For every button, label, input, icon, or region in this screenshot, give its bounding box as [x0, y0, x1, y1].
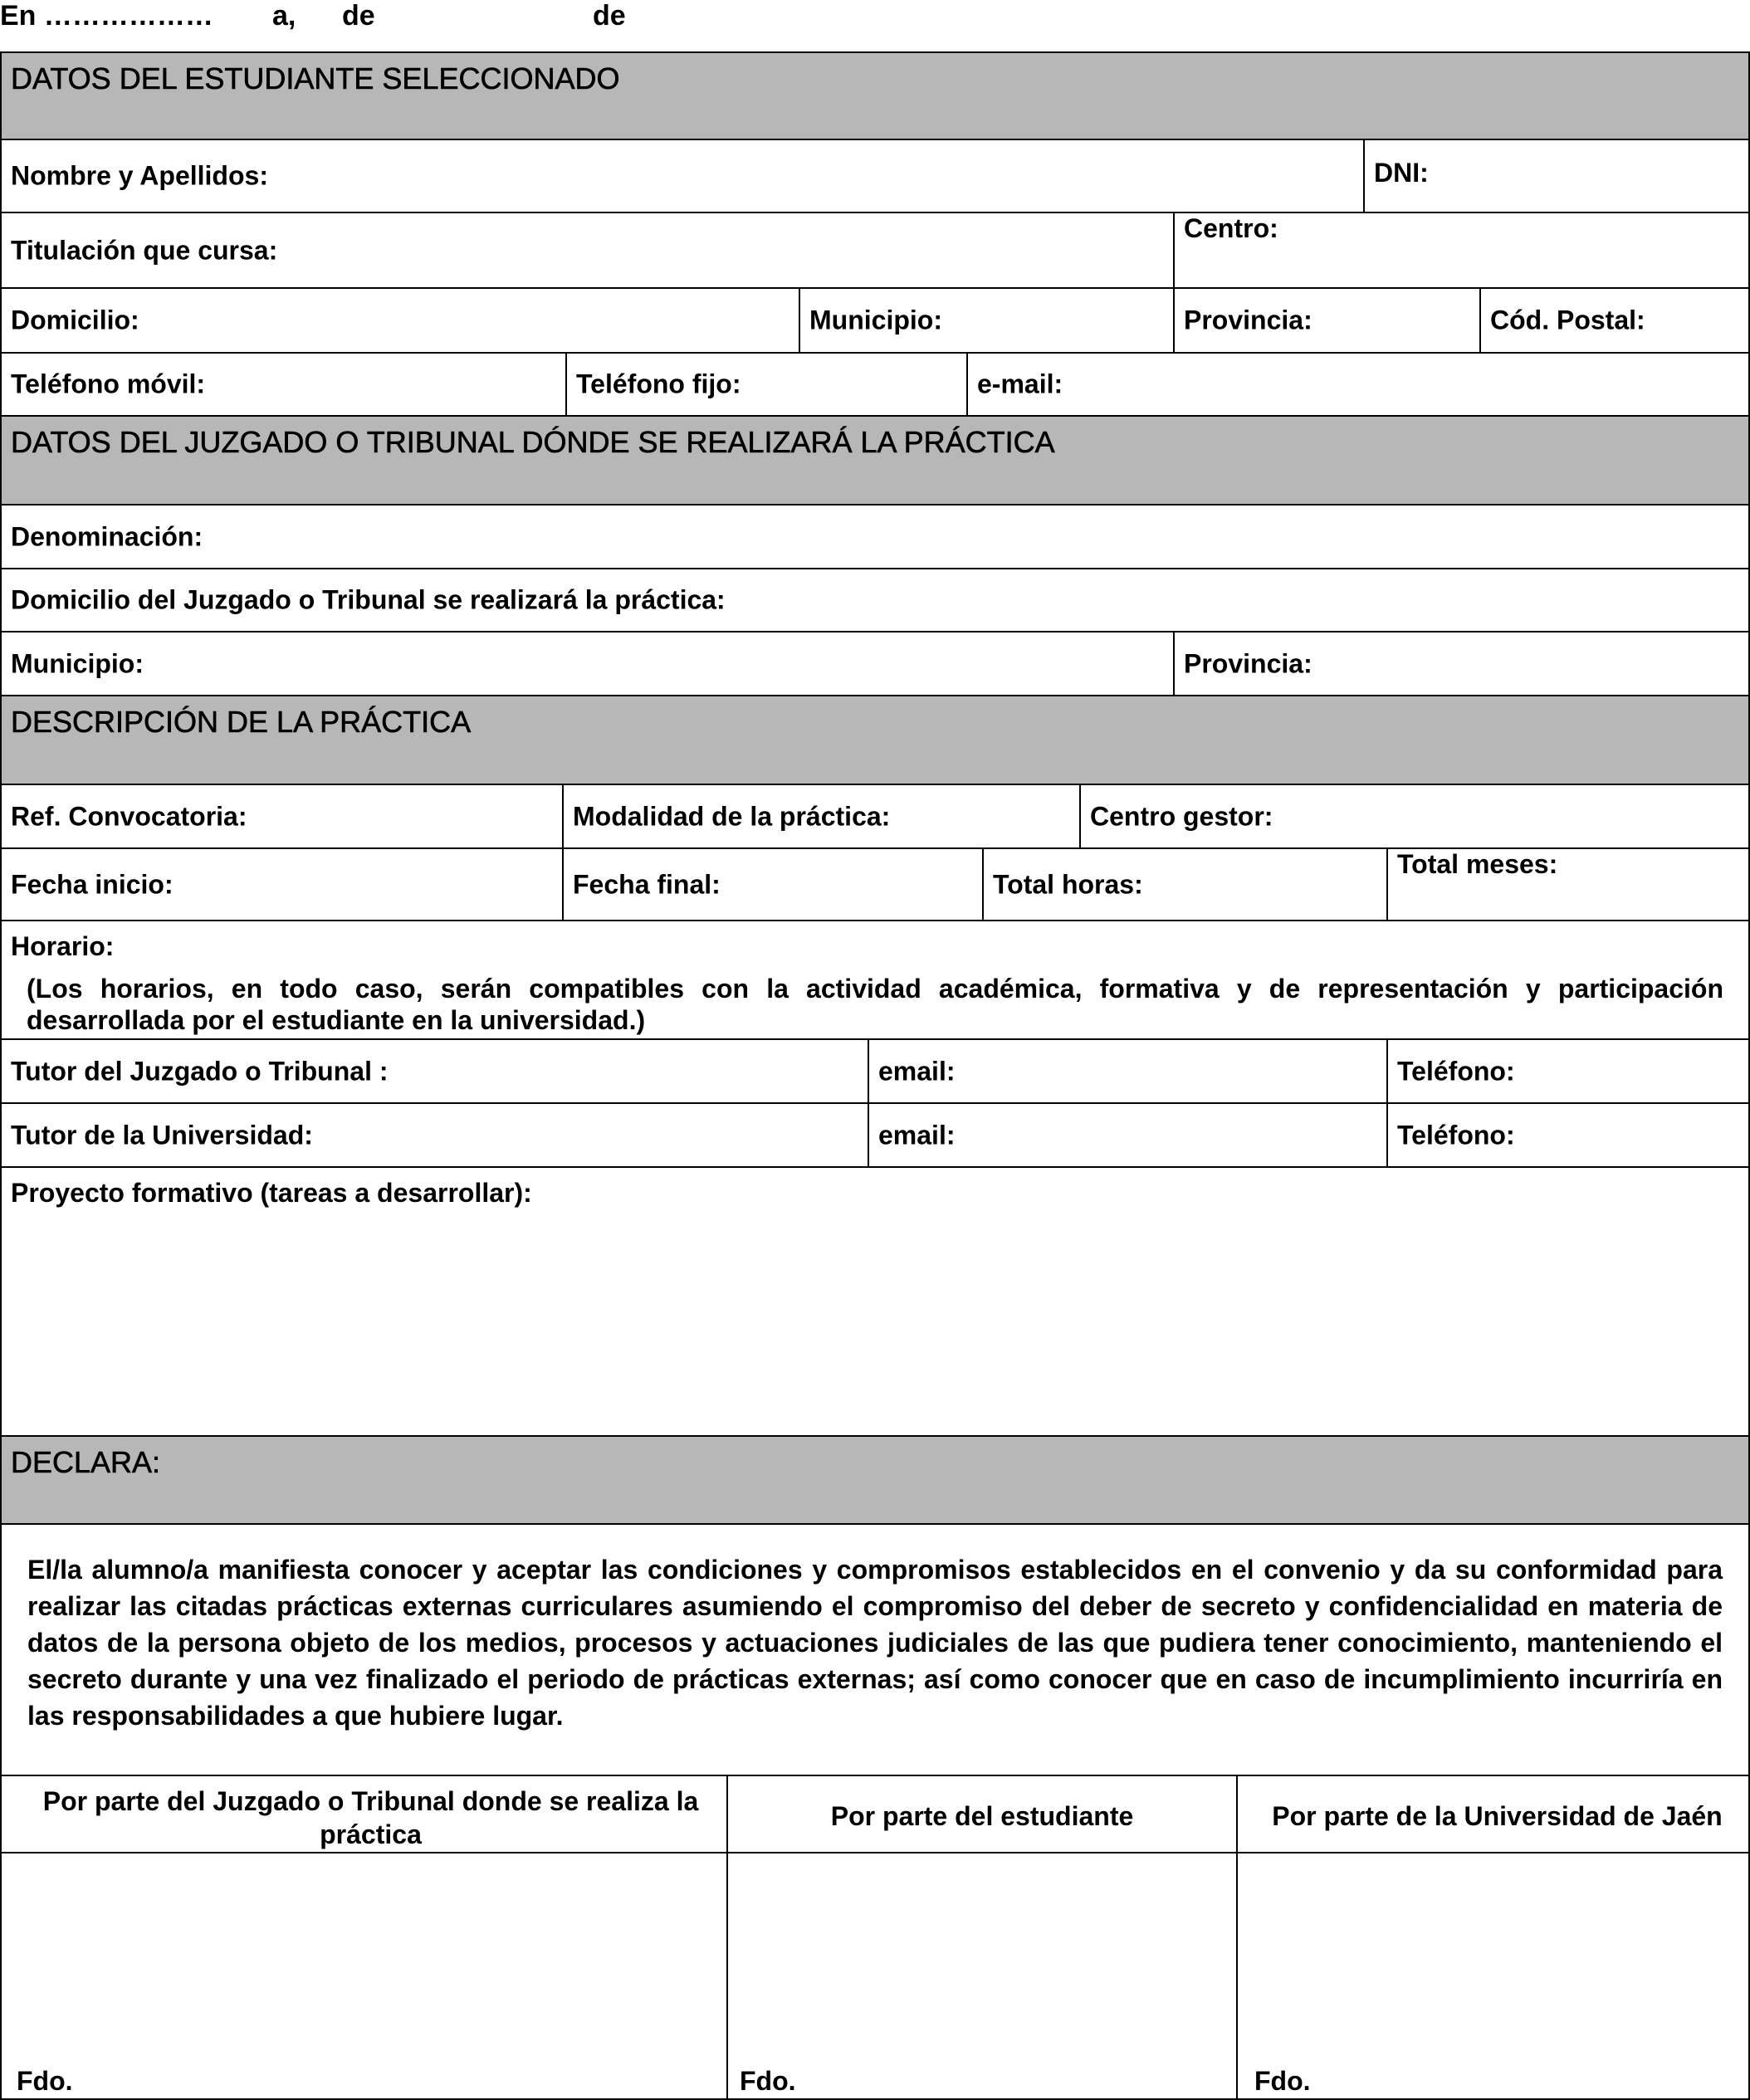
signature-header-estudiante [726, 1775, 1238, 1853]
field-tutor-juzgado-email[interactable] [868, 1038, 1388, 1104]
field-cod-postal[interactable] [1479, 287, 1750, 354]
section-title: DATOS DEL JUZGADO O TRIBUNAL DÓNDE SE REALIZARÁ LA PRÁCTICA [11, 425, 1055, 459]
field-court-domicilio[interactable] [0, 568, 1750, 632]
field-total-meses[interactable] [1386, 847, 1750, 921]
section-title: DATOS DEL ESTUDIANTE SELECCIONADO [11, 61, 620, 95]
section-title: DESCRIPCIÓN DE LA PRÁCTICA [11, 705, 472, 739]
field-label: Horario: [11, 931, 115, 961]
field-label: Fecha final: [573, 869, 721, 899]
signature-box-juzgado[interactable] [0, 1852, 728, 2100]
field-label: Total horas: [993, 869, 1143, 899]
date-de-2: de [593, 0, 626, 32]
field-label: Total meses: [1397, 849, 1558, 879]
field-label: Centro gestor: [1090, 801, 1273, 831]
field-label: Teléfono móvil: [11, 369, 206, 399]
field-court-provincia[interactable] [1173, 631, 1750, 696]
field-tutor-juzgado-telefono[interactable] [1386, 1038, 1750, 1104]
field-label: email: [878, 1056, 956, 1086]
field-label: Proyecto formativo (tareas a desarrollar): [11, 1178, 532, 1208]
field-total-horas[interactable] [982, 847, 1388, 921]
field-label: Municipio: [809, 305, 942, 335]
field-horario[interactable] [0, 920, 1750, 1040]
declaration-box [0, 1523, 1750, 1776]
field-label: Teléfono fijo: [576, 369, 741, 399]
signature-header-label: Por parte del estudiante [830, 1801, 1134, 1831]
signature-header-juzgado [0, 1775, 728, 1853]
field-modalidad[interactable] [562, 784, 1081, 849]
field-centro[interactable] [1173, 212, 1750, 289]
signature-header-universidad [1236, 1775, 1750, 1853]
field-tutor-juzgado[interactable] [0, 1038, 869, 1104]
signature-box-universidad[interactable] [1236, 1852, 1750, 2100]
section-header-practice [0, 695, 1750, 785]
fdo-label: Fdo. [1254, 2066, 1311, 2096]
field-label: Nombre y Apellidos: [11, 160, 268, 191]
field-ref-convocatoria[interactable] [0, 784, 564, 849]
field-label: Municipio: [11, 648, 144, 678]
field-label: Provincia: [1184, 648, 1312, 678]
field-nombre[interactable] [0, 139, 1365, 213]
field-label: Titulación que cursa: [11, 235, 278, 265]
section-header-student [0, 51, 1750, 140]
field-tutor-univ-email[interactable] [868, 1102, 1388, 1168]
field-label: Ref. Convocatoria: [11, 801, 247, 831]
fdo-label: Fdo. [740, 2066, 796, 2096]
section-header-declara [0, 1435, 1750, 1525]
date-a: a, [272, 0, 296, 32]
field-label: Fecha inicio: [11, 869, 174, 899]
field-label: Cód. Postal: [1490, 305, 1645, 335]
date-de-1: de [342, 0, 375, 32]
field-label: Tutor del Juzgado o Tribunal : [11, 1056, 389, 1086]
field-municipio[interactable] [799, 287, 1175, 354]
section-title: DECLARA: [11, 1445, 161, 1479]
field-label: Domicilio del Juzgado o Tribunal se realizará la práctica: [11, 584, 726, 615]
declaration-text: El/la alumno/a manifiesta conocer y aceptar las condiciones y compromisos establecidos en el convenio y da su conformidad para realizar las citadas prácticas externas curriculares asumiendo el compromiso del deber de secreto y confidencialidad en materia de datos de la persona objeto de los medios, procesos y actuaciones judiciales de las que pudiera tener conocimiento, manteniendo el secreto durante y una vez finalizado el periodo de prácticas externas; así como conocer que en caso de incumplimiento incurriría en las responsabilidades a que hubiere lugar. [27, 1555, 1723, 1731]
field-tel-movil[interactable] [0, 352, 567, 417]
field-tel-fijo[interactable] [565, 352, 968, 417]
field-denominacion[interactable] [0, 504, 1750, 569]
field-titulacion[interactable] [0, 212, 1175, 289]
signature-header-label: Por parte del Juzgado o Tribunal donde se realiza la práctica [42, 1786, 699, 1849]
field-tutor-univ-telefono[interactable] [1386, 1102, 1750, 1168]
field-fecha-final[interactable] [562, 847, 984, 921]
field-email[interactable] [966, 352, 1750, 417]
field-label: Domicilio: [11, 305, 139, 335]
field-label: Tutor de la Universidad: [11, 1120, 313, 1150]
field-proyecto-formativo[interactable] [0, 1166, 1750, 1437]
field-domicilio[interactable] [0, 287, 800, 354]
field-label: Modalidad de la práctica: [573, 801, 891, 831]
field-label: Teléfono: [1397, 1120, 1515, 1150]
signature-box-estudiante[interactable] [726, 1852, 1238, 2100]
field-label: Denominación: [11, 521, 203, 551]
field-tutor-univ[interactable] [0, 1102, 869, 1168]
field-label: e-mail: [977, 369, 1063, 399]
field-centro-gestor[interactable] [1079, 784, 1750, 849]
fdo-label: Fdo. [17, 2066, 73, 2096]
field-label: DNI: [1374, 157, 1429, 188]
signature-header-label: Por parte de la Universidad de Jaén [1272, 1801, 1723, 1831]
field-provincia[interactable] [1173, 287, 1481, 354]
section-header-court [0, 415, 1750, 505]
field-court-municipio[interactable] [0, 631, 1175, 696]
horario-note: (Los horarios, en todo caso, serán compatibles con la actividad académica, formativa y de representación y participación desarrollada por el estudiante en la universidad.) [27, 974, 1723, 1035]
field-label: Provincia: [1184, 305, 1312, 335]
date-en: En ……………… [0, 0, 213, 32]
field-label: Teléfono: [1397, 1056, 1515, 1086]
field-label: email: [878, 1120, 956, 1150]
field-dni[interactable] [1363, 139, 1750, 213]
field-label: Centro: [1184, 213, 1278, 243]
field-fecha-inicio[interactable] [0, 847, 564, 921]
